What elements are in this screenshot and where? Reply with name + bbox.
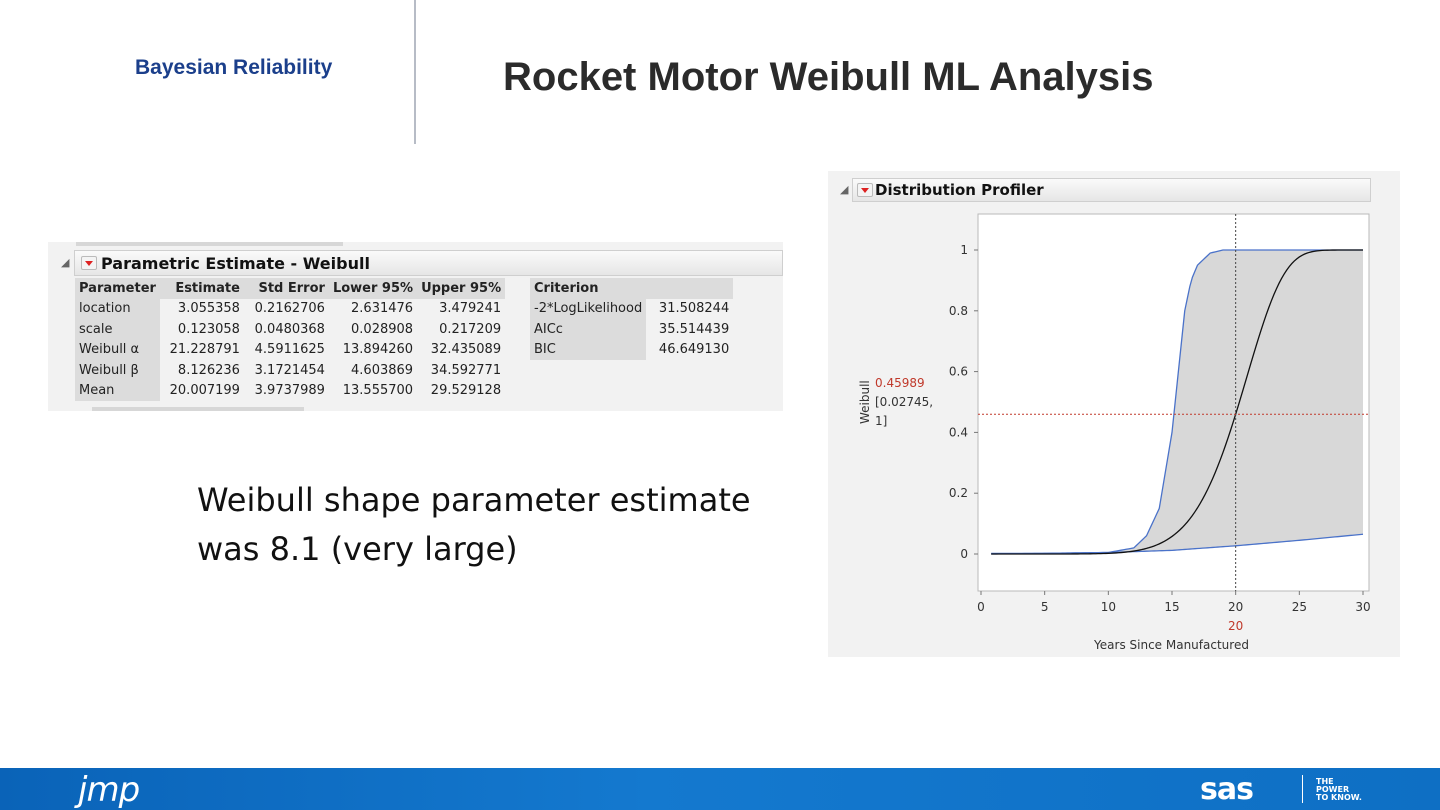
x-tick-label: 15 [1164, 600, 1180, 614]
table-cell: 0.0480368 [254, 321, 325, 337]
red-triangle-menu-icon[interactable] [81, 256, 97, 270]
body-text-line: Weibull shape parameter estimate [197, 481, 751, 519]
y-tick-label: 0.6 [948, 364, 968, 379]
table-cell: 35.514439 [658, 321, 730, 337]
table-cell: scale [75, 319, 160, 340]
sas-tagline [1316, 778, 1376, 802]
table-cell: 20.007199 [169, 383, 240, 399]
column-header: Parameter [75, 278, 160, 299]
panel-top-border [76, 242, 343, 246]
body-text-line: was 8.1 (very large) [197, 530, 518, 568]
table-cell: -2*LogLikelihood [530, 299, 646, 320]
current-x-value: 20 [1228, 619, 1244, 633]
confidence-interval-text: [0.02745, [875, 395, 934, 409]
sas-logo: sas [1200, 772, 1253, 807]
table-cell: 46.649130 [658, 342, 730, 358]
table-cell: 34.592771 [430, 362, 502, 378]
parameter-header-row [75, 278, 505, 299]
x-tick-label: 5 [1040, 600, 1049, 614]
column-header: Upper 95% [417, 278, 505, 299]
table-cell: Mean [75, 381, 160, 402]
table-cell: 4.603869 [351, 362, 414, 378]
panel-bottom-border [92, 407, 304, 411]
x-axis-label: Years Since Manufactured [1094, 638, 1249, 652]
y-tick-label: 0.4 [948, 425, 968, 440]
table-cell: 13.555700 [342, 383, 414, 399]
y-axis-label: Weibull [858, 380, 872, 424]
table-cell: Weibull β [75, 360, 160, 381]
header-divider [414, 0, 416, 144]
table-cell: Weibull α [75, 340, 160, 361]
table-cell: 0.2162706 [254, 301, 325, 317]
y-tick-label: 0.8 [948, 303, 968, 318]
x-tick-label: 10 [1100, 600, 1116, 614]
table-cell: 32.435089 [430, 342, 502, 358]
body-text [197, 476, 751, 574]
table-row [75, 299, 505, 320]
y-tick-label: 0.2 [948, 486, 968, 501]
table-cell: 0.028908 [351, 321, 414, 337]
slide-title: Rocket Motor Weibull ML Analysis [503, 55, 1154, 99]
table-cell: 8.126236 [177, 362, 240, 378]
column-header: Criterion [530, 278, 646, 299]
column-header: Std Error [244, 278, 329, 299]
table-row [530, 340, 733, 361]
parametric-estimate-panel [48, 242, 783, 411]
table-cell: BIC [530, 340, 646, 361]
tagline-line: TO KNOW. [1316, 793, 1362, 802]
table-row [75, 360, 505, 381]
column-header: Estimate [160, 278, 244, 299]
column-header: Lower 95% [329, 278, 417, 299]
criterion-header-row [530, 278, 733, 299]
table-row [75, 381, 505, 402]
footer-bar [0, 768, 1440, 810]
column-header [646, 278, 733, 299]
table-cell: 13.894260 [342, 342, 414, 358]
table-cell: 2.631476 [351, 301, 414, 317]
criterion-table [530, 278, 733, 360]
x-tick-label: 25 [1291, 600, 1307, 614]
table-cell: 0.123058 [177, 321, 240, 337]
collapse-triangle-icon[interactable]: ◢ [61, 257, 70, 269]
current-y-value: 0.45989 [875, 376, 925, 390]
logo-divider [1302, 775, 1303, 803]
table-cell: 3.1721454 [254, 362, 325, 378]
x-tick-label: 0 [977, 600, 985, 614]
section-label: Bayesian Reliability [135, 56, 333, 79]
collapse-triangle-icon[interactable]: ◢ [840, 184, 849, 196]
table-cell: 4.5911625 [254, 342, 325, 358]
y-tick-label: 0 [960, 547, 968, 561]
parameter-table [75, 278, 505, 401]
parametric-estimate-title: Parametric Estimate - Weibull [101, 254, 370, 273]
table-cell: 31.508244 [658, 301, 730, 317]
x-tick-label: 20 [1228, 600, 1244, 614]
distribution-profiler-title: Distribution Profiler [875, 181, 1044, 199]
tagline-line: POWER [1316, 785, 1350, 794]
table-row [530, 319, 733, 340]
confidence-interval-text: 1] [875, 414, 888, 428]
table-cell: 3.479241 [439, 301, 502, 317]
table-cell: 21.228791 [169, 342, 240, 358]
tagline-line: THE [1316, 777, 1334, 786]
table-cell: 29.529128 [430, 383, 502, 399]
table-cell: 0.217209 [439, 321, 502, 337]
table-cell: AICc [530, 319, 646, 340]
table-cell: 3.9737989 [254, 383, 325, 399]
table-cell: 3.055358 [177, 301, 240, 317]
y-tick-label: 1 [960, 243, 968, 257]
distribution-profiler-panel [828, 171, 1400, 657]
profiler-chart[interactable] [828, 171, 1400, 657]
table-row [530, 299, 733, 320]
table-row [75, 319, 505, 340]
table-row [75, 340, 505, 361]
x-tick-label: 30 [1355, 600, 1371, 614]
table-cell: location [75, 299, 160, 320]
parametric-estimate-header[interactable] [74, 250, 783, 276]
jmp-logo: jmp [78, 770, 140, 810]
